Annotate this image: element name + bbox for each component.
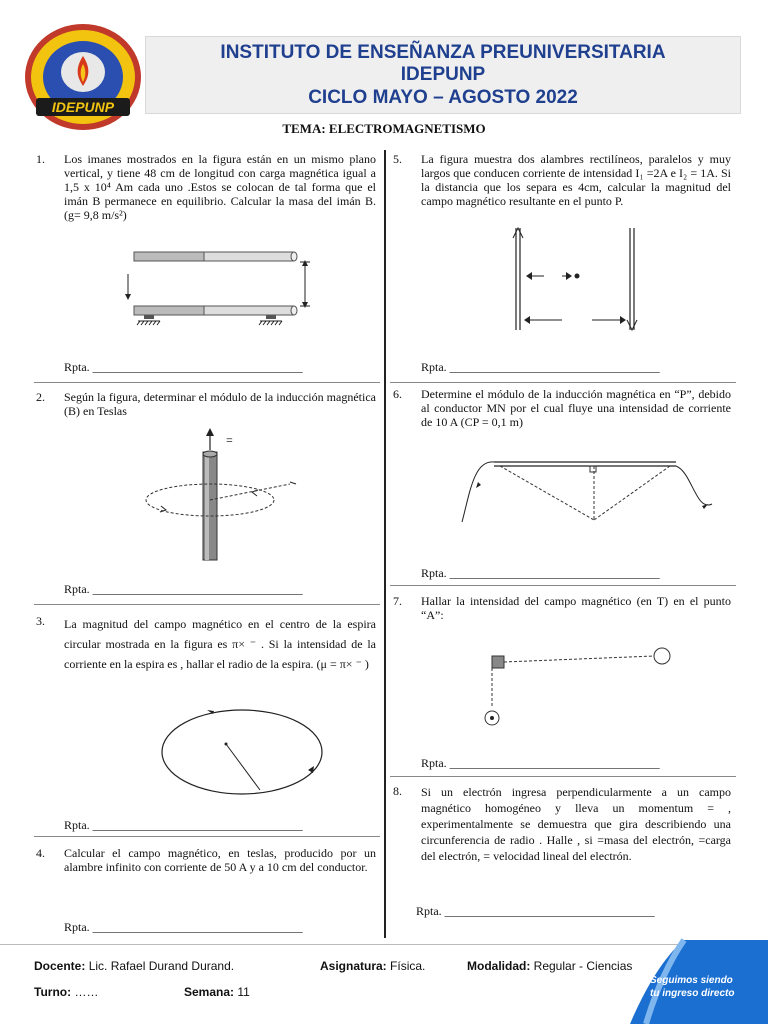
loop-figure [160,708,330,800]
modality-label: Modalidad: [467,959,531,973]
answer-line[interactable]: Rpta. ___________________________________ [64,818,303,832]
teacher-label: Docente: [34,959,86,973]
parallel-wires-figure [506,224,650,334]
answer-line[interactable]: Rpta. ___________________________________ [421,756,660,770]
separator [390,585,736,586]
subject-name: Física. [390,959,426,973]
figure-label: = [226,433,233,447]
question-number: 6. [393,387,402,401]
question-number: 2. [36,390,45,404]
question-3-text: La magnitud del campo magnético en el centro de la espira circular mostrada en la figura es π× ⁻ . Si la intensidad de la corriente en la espira es , hallar el radio de la espira. (μ = π× ⁻ ) [64,617,376,671]
question-number: 3. [36,614,45,628]
answer-line[interactable]: Rpta. ___________________________________ [421,360,660,374]
subject-label: Asignatura: [320,959,387,973]
footer-modality [467,959,632,973]
week-label: Semana: [184,985,235,999]
conductor-mn-figure [460,452,720,530]
footer-subject [320,959,425,973]
shift-label: Turno: [34,985,72,999]
slogan-line-1: Seguimos siendo [650,975,733,986]
wire-figure [140,428,320,570]
question-4-text: Calcular el campo magnético, en teslas, producido por un alambre infinito con corriente de 50 A y a 10 cm del conductor. [64,846,376,874]
column-divider [384,150,386,938]
institute-acronym: IDEPUNP [400,64,486,85]
separator [390,776,736,777]
answer-line[interactable]: Rpta. ___________________________________ [64,582,303,596]
footer-week [184,985,250,999]
point-a-figure [476,644,676,734]
question-number: 7. [393,594,402,608]
question-5-text: La figura muestra dos alambres rectilíneos, paralelos y muy largos que conducen corriente de intensidad I₁ =2A e I₂ = 1A. Si la distancia que los separa es 4cm, calcular la magnitud del campo magnético resultante en el punto P. [421,152,731,208]
question-8-text: Si un electrón ingresa perpendicularmente a un campo magnético homogéneo y lleva un momentum = , experimentalmente se demuestra que gira describiendo una circunferencia de radio . Halle , si =masa del electrón, =carga del electrón, = velocidad lineal del electrón. [421,785,731,863]
separator [390,382,736,383]
teacher-name: Lic. Rafael Durand Durand. [88,959,235,973]
institute-title: INSTITUTO DE ENSEÑANZA PREUNIVERSITARIA [220,42,666,63]
question-6-text: Determine el módulo de la inducción magnética en “P”, debido al conductor MN por el cual fluye una intensidad de corriente de 10 A (CP = 0,1 m) [421,387,731,429]
shift-value: …… [74,985,99,999]
cycle-title: CICLO MAYO – AGOSTO 2022 [308,87,578,108]
question-number: 1. [36,152,45,166]
question-7-text: Hallar la intensidad del campo magnético (en T) en el punto “A”: [421,594,731,622]
answer-line[interactable]: Rpta. ___________________________________ [416,904,655,918]
separator [34,836,380,837]
question-number: 4. [36,846,45,860]
magnets-figure [120,246,320,330]
question-1-text: Los imanes mostrados en la figura están en un mismo plano vertical, y tiene 48 cm de longitud con carga magnética igual a 1,5 x 10⁴ Am cada uno .Estos se colocan de tal forma que el imán B permanece en equilibrio. Calcular la masa del imán B. (g= 9,8 m/s²) [64,152,376,222]
question-2-text: Según la figura, determinar el módulo de la inducción magnética (B) en Teslas [64,390,376,418]
question-number: 5. [393,152,402,166]
answer-line[interactable]: Rpta. ___________________________________ [64,360,303,374]
answer-line[interactable]: Rpta. ___________________________________ [64,920,303,934]
topic-title: TEMA: ELECTROMAGNETISMO [282,121,486,136]
logo-text: IDEPUNP [51,99,115,115]
week-value: 11 [237,985,250,999]
question-number: 8. [393,784,402,798]
footer-shift [34,985,98,999]
slogan-line-2: tu ingreso directo [650,988,735,999]
modality-value: Regular - Ciencias [533,959,633,973]
separator [34,382,380,383]
separator [34,604,380,605]
footer-slogan [650,974,734,1000]
answer-line[interactable]: Rpta. ___________________________________ [421,566,660,580]
institute-logo [22,22,144,132]
footer-teacher [34,959,234,973]
